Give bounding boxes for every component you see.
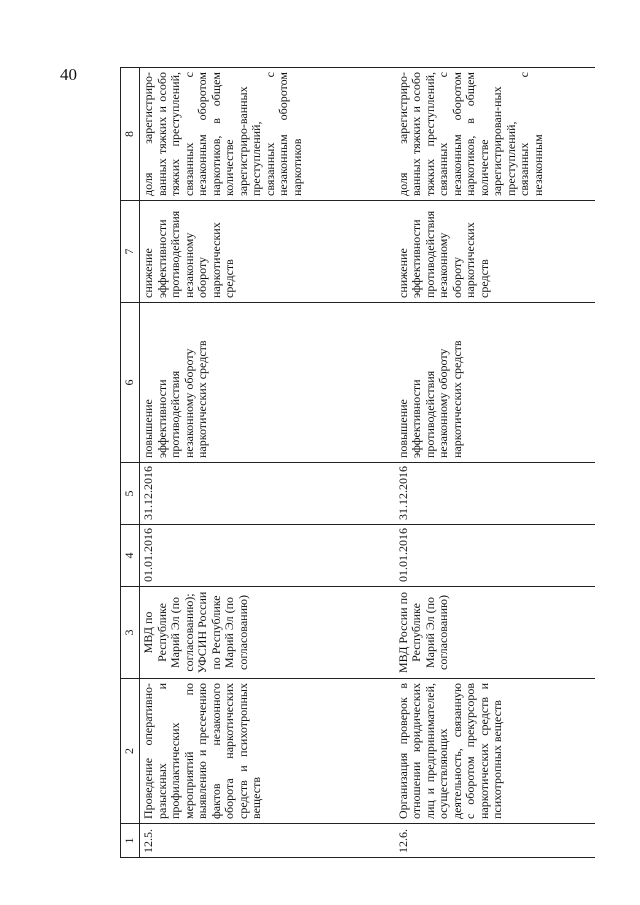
start-date: 01.01.2016 (395, 525, 595, 587)
table-row (395, 68, 595, 858)
item-number: 12.5. (140, 824, 395, 858)
item-number: 12.6. (395, 824, 595, 858)
column-header: 8 (121, 68, 140, 201)
column-header: 1 (121, 824, 140, 858)
end-date: 31.12.2016 (395, 463, 595, 525)
measure-description: Организация проверок в отношении юридических лиц и предпринимателей, осуществляющих деятельность, связанную с оборотом прекурсоров наркотических средств и психотропных веществ (395, 679, 595, 824)
executor: МВД по Республике Марий Эл (по согласованию); УФСИН России по Республике Марий Эл (по согласованию) (140, 587, 395, 679)
column-header: 3 (121, 587, 140, 679)
non-implementation-consequence: снижение эффективности противодействия незаконному обороту наркотических средств (395, 201, 595, 303)
column-header: 6 (121, 303, 140, 463)
expected-result: повышение эффективности противодействия незаконному обороту наркотических средств (140, 303, 395, 463)
column-header: 5 (121, 463, 140, 525)
end-date: 31.12.2016 (140, 463, 395, 525)
column-header: 7 (121, 201, 140, 303)
rotated-table-container (120, 68, 590, 858)
page-number: 40 (60, 65, 77, 84)
measure-description: Проведение оперативно-разыскных и профилактических мероприятий по выявлению и пресечению фактов незаконного оборота наркотических средств и психотропных веществ (140, 679, 395, 824)
program-measures-table (120, 67, 595, 858)
column-header: 2 (121, 679, 140, 824)
expected-result: повышение эффективности противодействия незаконному обороту наркотических средств (395, 303, 595, 463)
column-header: 4 (121, 525, 140, 587)
table-row (140, 68, 395, 858)
column-number-row (121, 68, 140, 858)
target-indicator: доля зарегистриро-ванных тяжких и особо тяжких преступлений, связанных с незаконным оборотом наркотиков, в общем количестве зарегистрирован-ных преступлений, связанных с незаконным (395, 68, 595, 201)
executor: МВД России по Республике Марий Эл (по согласованию) (395, 587, 595, 679)
target-indicator: доля зарегистриро-ванных тяжких и особо тяжких преступлений, связанных с незаконным оборотом наркотиков, в общем количестве зарегистриро-ванных преступлений, связанных с незаконным оборотом наркотиков (140, 68, 395, 201)
non-implementation-consequence: снижение эффективности противодействия незаконному обороту наркотических средств (140, 201, 395, 303)
start-date: 01.01.2016 (140, 525, 395, 587)
